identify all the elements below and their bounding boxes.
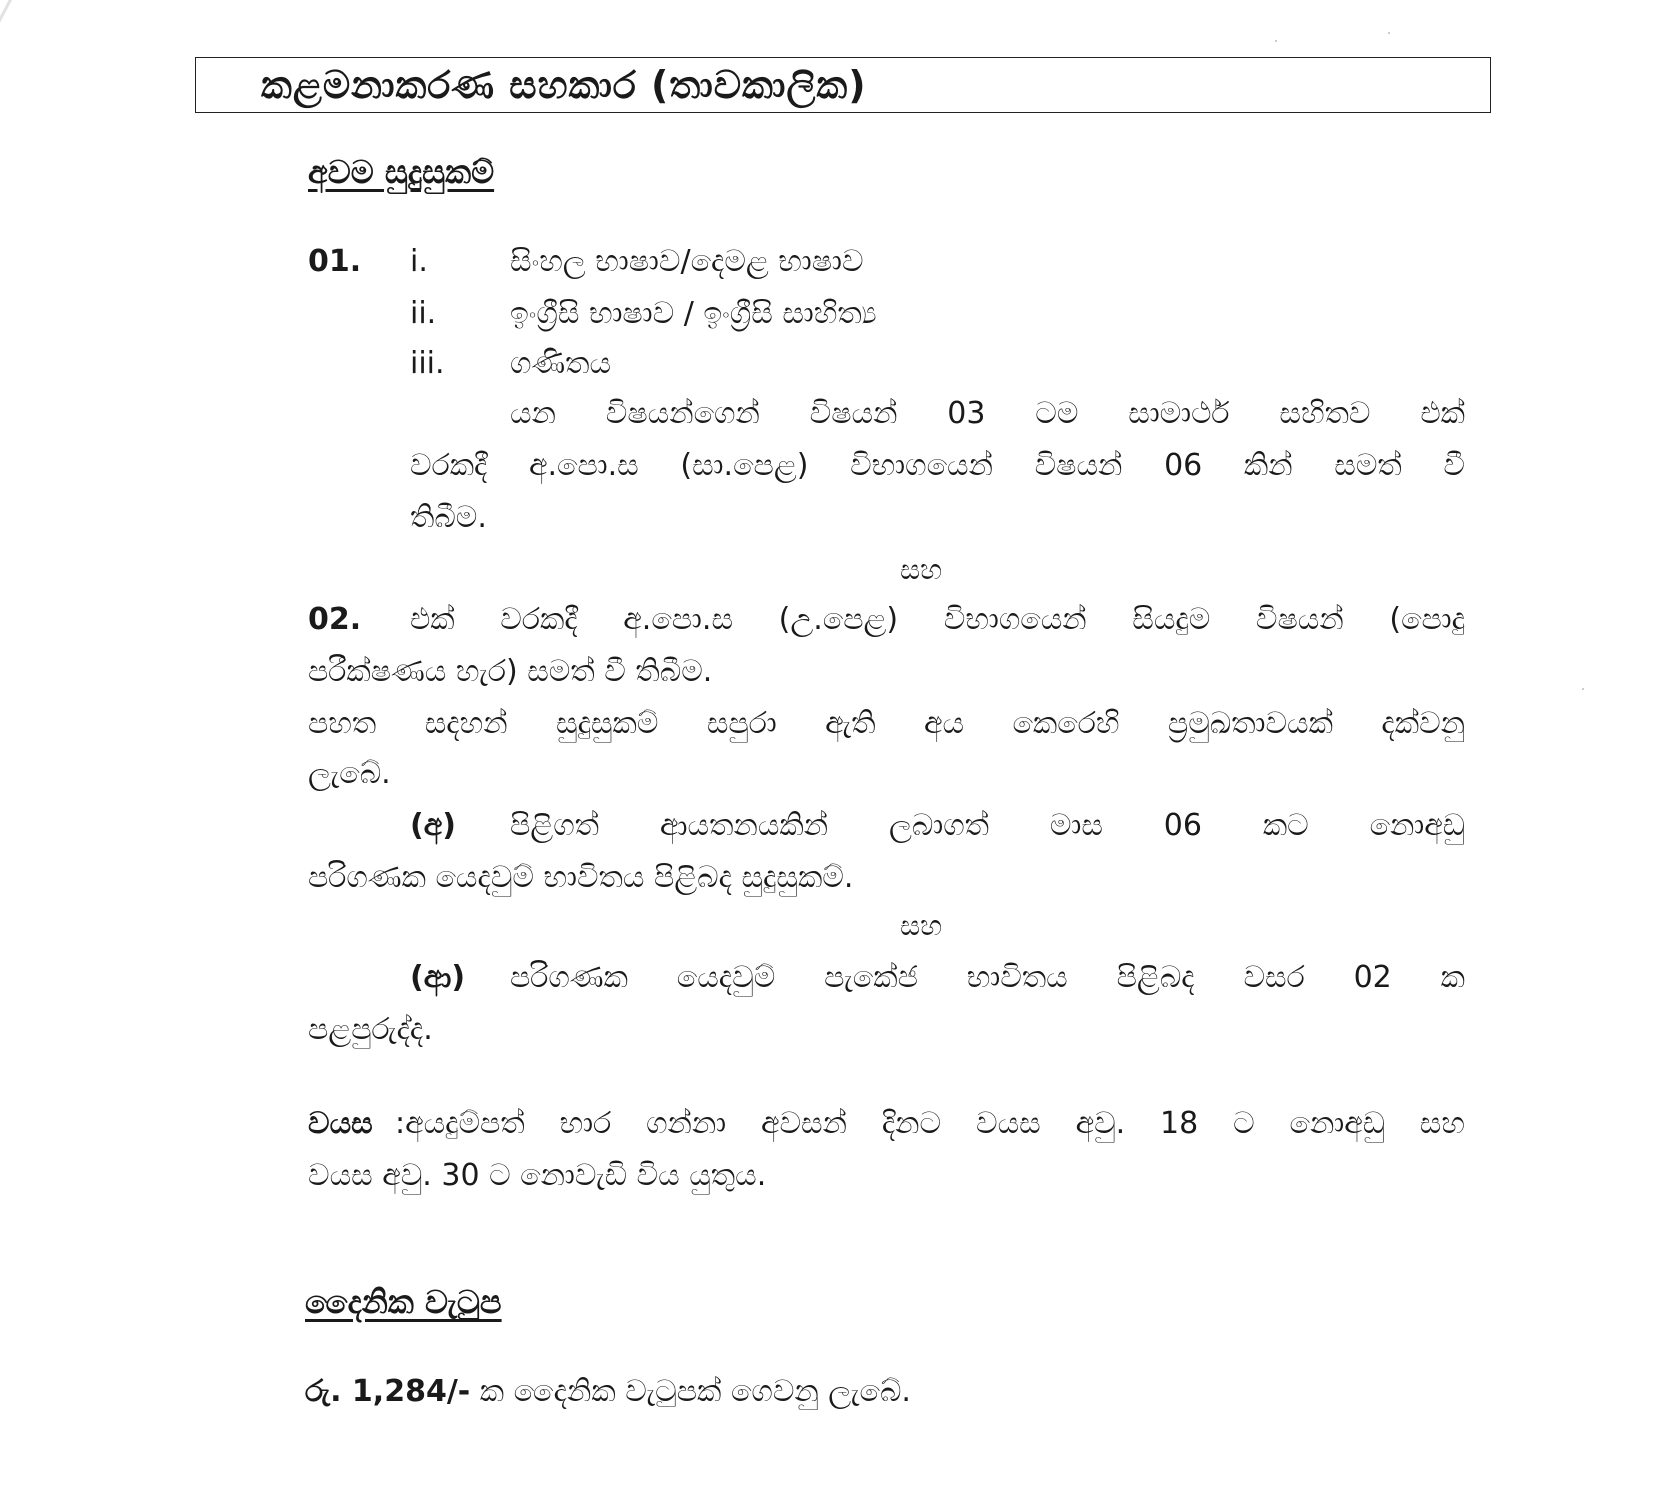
subject-text-iii: ගණිතය (510, 346, 612, 381)
subject-text-i: සිංහල භාෂාව/දෙමළ භාෂාව (510, 244, 864, 279)
pref-a-label: (අ) (410, 808, 456, 843)
item2-line2: පරීක්ෂණය හැර) සමත් වී තිබීම. (308, 654, 713, 689)
pref-aa-line2: පළපුරුද්ද. (308, 1012, 433, 1047)
age-label: වයස (308, 1106, 373, 1141)
daily-wage-line (305, 1372, 911, 1412)
pref-a-line1: පිළිගත් ආයතනයකින් ලබාගත් මාස 06 කට නොඅඩු (510, 808, 1465, 843)
subject-label-i: i. (410, 244, 428, 279)
scan-speck (1275, 40, 1277, 42)
pref-a-line2: පරිගණක යෙදවුම් භාවිතය පිළිබද සුදුසුකම්. (308, 860, 854, 895)
item-number-01: 01. (308, 244, 362, 279)
title-box (195, 57, 1491, 113)
preference-line1: පහත සදහන් සුදුසුකම් සපුරා ඇති අය කෙරෙහි ප්‍රමුඛතාවයක් දක්වනු (308, 706, 1465, 741)
conjunction-and-2: සහ (900, 909, 943, 942)
item1-paragraph-line2: වරකදී අ.පො.ස (සා.පෙළ) විභාගයෙන් විෂයන් 06 කින් සමත් වී (410, 448, 1465, 483)
scan-speck (1582, 688, 1584, 690)
subject-label-ii: ii. (410, 296, 437, 331)
daily-wage-text: ක දෛනික වැටුපක් ගෙවනු ලැබේ. (470, 1374, 911, 1409)
item1-paragraph-line1: යන විෂයන්ගෙන් විෂයන් 03 ටම සාමාර්ථ සහිතව එක් (510, 396, 1465, 431)
scan-speck (1388, 32, 1390, 34)
item2-line1: එක් වරකදී අ.පො.ස (උ.පෙළ) විභාගයෙන් සියදුම විෂයන් (පොදු (410, 602, 1465, 637)
conjunction-and-1: සහ (900, 553, 943, 586)
item1-paragraph-line3: තිබීම. (410, 500, 487, 535)
document-title: කළමනාකරණ සහකාර (තාවකාලික) (261, 63, 867, 107)
age-line1: :අයදුම්පත් භාර ගන්නා අවසන් දිනට වයස අවු. 18 ට නොඅඩු සහ (395, 1106, 1465, 1141)
daily-wage-heading: දෛනික වැටුප (305, 1283, 502, 1321)
pref-aa-label: (ආ) (410, 960, 466, 995)
subject-text-ii: ඉංග්‍රීසි භාෂාව / ඉංග්‍රීසි සාහිත්‍ය (510, 296, 877, 331)
min-qualifications-heading: අවම සුදුසුකම් (308, 153, 495, 191)
preference-line2: ලැබේ. (308, 756, 391, 791)
subject-label-iii: iii. (410, 346, 445, 381)
daily-wage-amount: රු. 1,284/- (305, 1374, 471, 1409)
age-line2: වයස අවු. 30 ට නොවැඩි විය යුතුය. (308, 1158, 767, 1193)
scan-edge-mark (0, 0, 17, 208)
pref-aa-line1: පරිගණක යෙදවුම් පැකේජ භාවිතය පිළිබද වසර 02 ක (510, 960, 1465, 995)
item-number-02: 02. (308, 602, 362, 637)
